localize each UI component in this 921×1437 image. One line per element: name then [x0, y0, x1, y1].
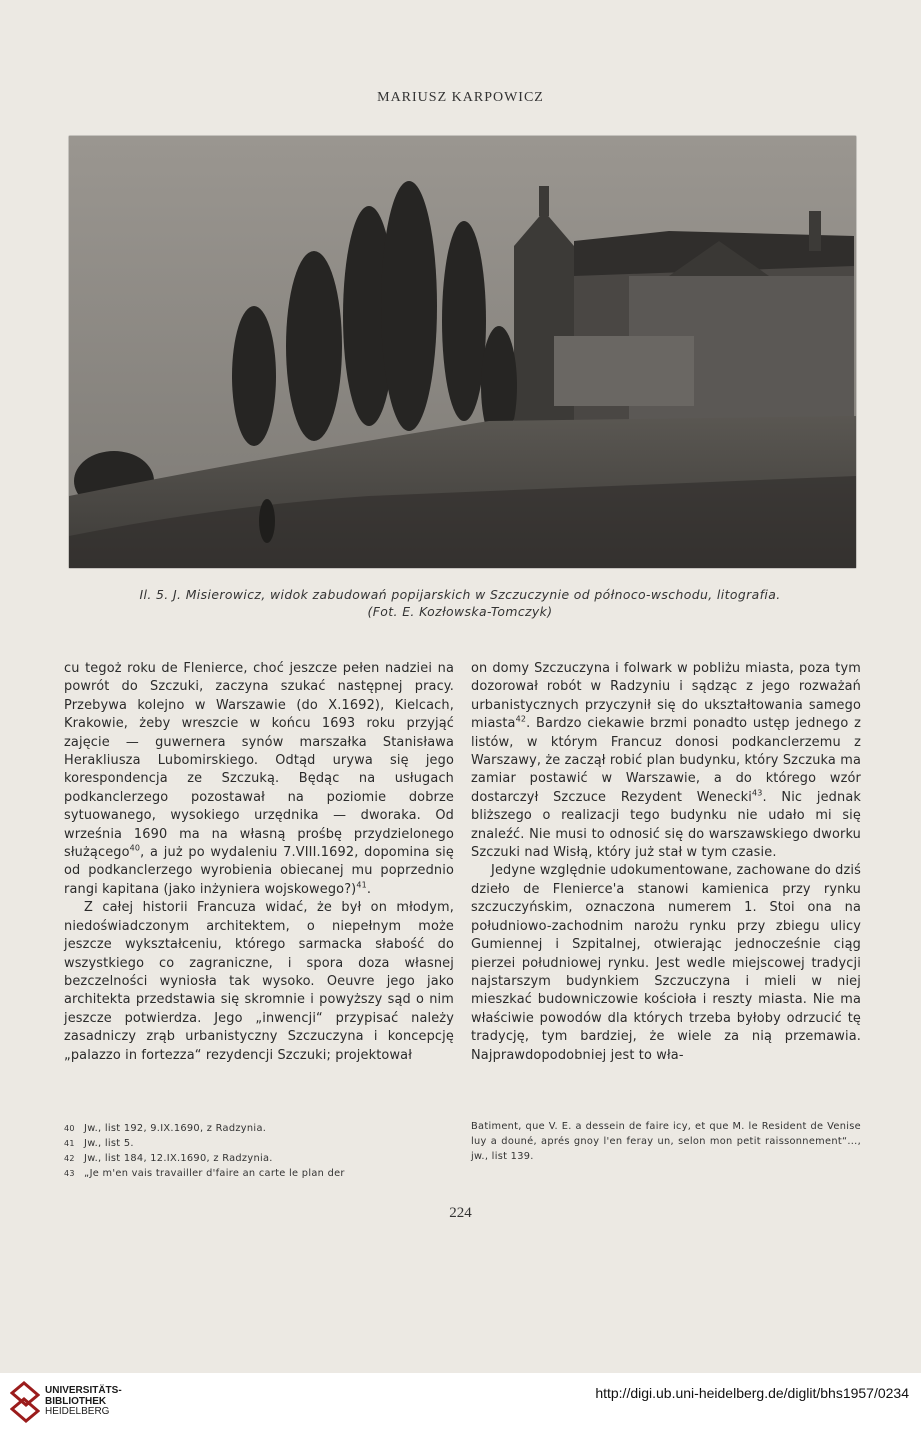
- library-logo-text: UNIVERSITÄTS- BIBLIOTHEK HEIDELBERG: [45, 1385, 122, 1417]
- footnotes-left: [64, 1121, 454, 1181]
- footnote-ref-43[interactable]: 43: [751, 788, 763, 798]
- caption-line-1: Il. 5. J. Misierowicz, widok zabudowań popijarskich w Szczuczynie od północo-wschodu, litografia.: [139, 587, 781, 602]
- footnote: 40 Jw., list 192, 9.IX.1690, z Radzynia.: [64, 1123, 267, 1134]
- left-paragraph-1: cu tegoż roku de Flenierce, choć jeszcze pełen nadziei na powrót do Szczuki, zaczyna szukać następnej pracy. Przebywa kolejno w Warszawie (do X.1692), Kielcach, Krakowie, żeby wreszcie w końcu 1693 roku przyjąć zajęcie — guwernera synów marszałka Stanisława Herakliusza Lubomirskiego. Odtąd urywa się jego korespondencja ze Szczuką. Będąc na usługach podkanclerzego pozostawał na poziomie dobrze sytuowanego, wysokiego urzędnika — dworaka. Od września 1690 ma na własną prośbę przydzielonego służącego$^{40}$, a już po wydaleniu 7.VIII.1692, dopomina się od podkanclerzego wyrobienia obiecanej mu poprzednio rangi kapitana (jako inżyniera wojskowego?)$^{41}$.: [64, 661, 454, 897]
- running-header: MARIUSZ KARPOWICZ: [377, 90, 544, 105]
- left-text-column: [64, 660, 454, 1065]
- right-paragraph-1: on domy Szczuczyna i folwark w pobliżu miasta, poza tym dozorował robót w Radzyniu i sądząc z jego rozważań urbanistycznych przyczynił się do ukształtowania samego miasta$^{42}$. Bardzo ciekawie brzmi ponadto ustęp jednego z listów, w którym Francuz donosi podkanclerzemu z Warszawy, że zaczął robić plan budynku, który Szczuka ma zamiar postawić w Warszawie, a do którego wzór dostarczył Szczuce Rezydent Wenecki$^{43}$. Nic jednak bliższego o realizacji tego budynku nie udało mi się znaleźć. Nie musi to odnosić się do warszawskiego dworku Szczuki nad Wisłą, który już stał w tym czasie.: [471, 661, 861, 861]
- source-url-link[interactable]: http://digi.ub.uni-heidelberg.de/diglit/bhs1957/0234: [595, 1385, 909, 1401]
- right-text-column: [471, 660, 861, 1065]
- lithograph-illustration: [69, 136, 856, 568]
- page-number: 224: [449, 1205, 472, 1221]
- footnote-ref-42[interactable]: 42: [515, 714, 527, 724]
- caption-line-2: (Fot. E. Kozłowska-Tomczyk): [367, 604, 553, 619]
- footnotes-right: [471, 1119, 861, 1164]
- right-paragraph-2: Jedyne względnie udokumentowane, zachowane do dziś dzieło de Flenierce'a stanowi kamienica przy rynku szczuczyńskim, oznaczona numerem 1. Stoi ona na południowo-zachodnim narożu rynku przy zbiegu ulicy Gumiennej i Szpitalnej, otwierając jednocześnie ciąg pierzei południowej rynku. Jest wedle miejscowej tradycji najstarszym budynkiem Szczuczyna i mieli w niej mieszkać budowniczowie kościoła i reszty miasta. Nie ma właściwie powodów dla których trzeba byłoby odrzucić tę tradycję, tym bardziej, że wiele za nią przemawia. Najprawdopodobniej jest to wła-: [471, 863, 861, 1063]
- figure-caption: [60, 586, 860, 620]
- footnote-continuation: Batiment, que V. E. a dessein de faire icy, et que M. le Resident de Venise luy a douné, aprés gnoy l'en feray un, selon mon petit raissonnement“..., jw., list 139.: [471, 1121, 861, 1162]
- footnote: 43 „Je m'en vais travailler d'faire an carte le plan der: [64, 1168, 345, 1179]
- library-logo-icon: [10, 1379, 40, 1429]
- footnote: 42 Jw., list 184, 12.IX.1690, z Radzynia.: [64, 1153, 273, 1164]
- footnote-ref-41[interactable]: 41: [356, 880, 367, 890]
- footnote: 41 Jw., list 5.: [64, 1138, 134, 1149]
- footnote-ref-40[interactable]: 40: [129, 843, 141, 853]
- footer-bar: [0, 1373, 921, 1437]
- left-paragraph-2: Z całej historii Francuza widać, że był on młodym, niedoświadczonym architektem, o niepełnym może jeszcze wykształceniu, którego sarmacka słabość do wszystkiego co zagraniczne, i spora doza własnej bezczelności wyniosła tak wysoko. Oeuvre jego jako architekta przedstawia się skromnie i powyższy sąd o nim jeszcze potwierdza. Jego „inwencji“ przypisać należy zasadniczy zrąb urbanistyczny Szczuczyna i koncepcję „palazzo in fortezza“ rezydencji Szczuki; projektował: [64, 900, 454, 1063]
